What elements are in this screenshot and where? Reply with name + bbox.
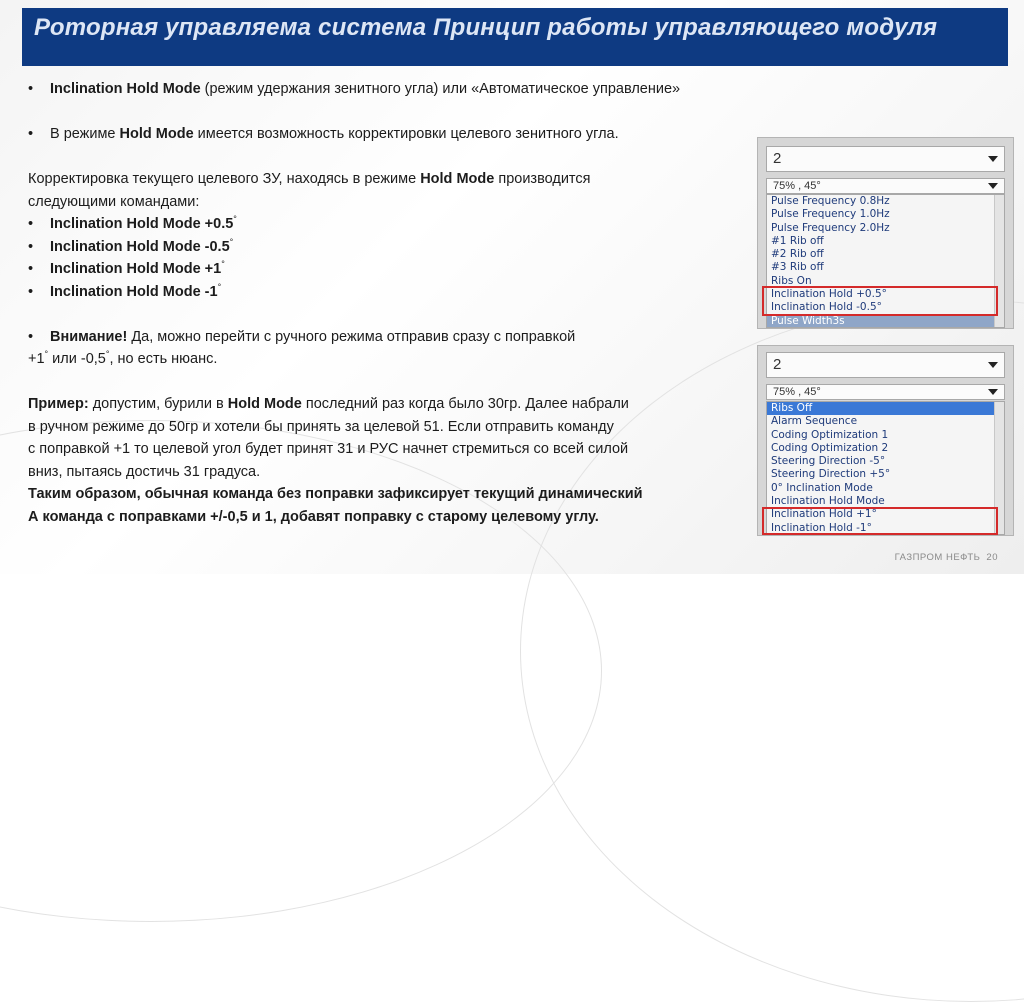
text: (режим удержания зенитного угла) или «Автоматическое управление» — [200, 81, 681, 97]
chevron-down-icon[interactable] — [988, 156, 998, 162]
highlight-box — [762, 507, 998, 535]
paragraph-line — [28, 168, 758, 191]
command-item — [28, 281, 758, 304]
bullet-line — [28, 123, 758, 146]
list-item[interactable]: Steering Direction -5° — [771, 455, 886, 468]
command-text: Inclination Hold Mode -1 — [50, 283, 218, 300]
degree-sign: ° — [221, 259, 225, 270]
command-item — [28, 213, 758, 236]
list-item[interactable]: #1 Rib off — [771, 234, 824, 247]
bullet: • — [28, 261, 34, 277]
list-item[interactable]: 0° Inclination Mode — [771, 481, 873, 494]
conclusion-line — [28, 506, 758, 529]
list-item[interactable]: Steering Direction +5° — [771, 468, 891, 481]
list-item-selected[interactable]: Pulse Width3s — [767, 315, 1004, 328]
company-name: ГАЗПРОМ НЕФТЬ — [894, 552, 981, 563]
conclusion-text: Таким образом, обычная команда без поправки зафиксирует текущий динамический — [28, 486, 643, 502]
example-line: с поправкой +1 то целевой угол будет принят 31 и РУС начнет стремиться со всей силой — [28, 441, 629, 457]
spacer — [28, 371, 758, 394]
text: , но есть нюанс. — [109, 351, 218, 367]
paragraph-line: следующими командами: — [28, 193, 200, 210]
example-line — [28, 393, 758, 416]
list-item[interactable]: Coding Optimization 1 — [771, 428, 889, 441]
chevron-down-icon[interactable] — [988, 389, 998, 395]
mode-name: Hold Mode — [420, 171, 495, 187]
list-item[interactable]: Inclination Hold +0.5° — [771, 288, 887, 301]
list-item[interactable]: Pulse Frequency 0.8Hz — [771, 195, 890, 207]
degree-sign: ° — [217, 281, 222, 292]
setting-select-value: 75% , 45° — [773, 180, 821, 192]
command-menu-screenshot-2 — [757, 345, 1014, 536]
command-item — [28, 236, 758, 259]
text: Да, можно перейти с ручного режима отправив сразу с поправкой — [127, 328, 576, 345]
slide-header — [22, 8, 1008, 66]
bullet: • — [28, 216, 34, 232]
text: производится — [494, 171, 591, 187]
example-line: в ручном режиме до 50гр и хотели бы принять за целевой 51. Если отправить команду — [28, 418, 614, 435]
spacer — [28, 146, 758, 169]
slide-footer — [889, 552, 998, 563]
warning-line — [28, 348, 758, 371]
slide-content — [28, 78, 758, 528]
bullet-line — [28, 78, 758, 101]
bullet: • — [28, 126, 34, 142]
chevron-down-icon[interactable] — [988, 362, 998, 368]
conclusion-line — [28, 483, 758, 506]
mode-name: Hold Mode — [227, 396, 302, 412]
command-text: Inclination Hold Mode +0.5 — [50, 216, 234, 232]
example-label: Пример: — [28, 396, 89, 412]
chevron-down-icon[interactable] — [988, 183, 998, 189]
setting-select[interactable] — [766, 384, 1005, 400]
degree-sign: ° — [233, 214, 237, 225]
mode-name: Inclination Hold Mode — [50, 81, 201, 97]
text: или -0,5 — [48, 351, 106, 367]
list-item[interactable]: Inclination Hold Mode — [771, 495, 885, 508]
command-text: Inclination Hold Mode +1 — [50, 261, 222, 277]
degree-sign: ° — [105, 349, 110, 360]
list-item[interactable]: Coding Optimization 2 — [771, 441, 889, 454]
bullet: • — [28, 81, 34, 97]
spacer — [28, 101, 758, 124]
list-item[interactable]: Alarm Sequence — [771, 415, 858, 428]
text: допустим, бурили в — [88, 396, 228, 412]
list-item[interactable]: #2 Rib off — [771, 248, 824, 261]
text: Корректировка текущего целевого ЗУ, находясь в режиме — [28, 171, 421, 187]
device-select[interactable] — [766, 146, 1005, 172]
warning-line — [28, 326, 758, 349]
slide-title: Роторная управляема система Принцип работы управляющего модуля — [34, 14, 938, 41]
text: имеется возможность корректировки целевого зенитного угла. — [193, 126, 619, 142]
list-item[interactable]: Pulse Frequency 1.0Hz — [771, 208, 890, 221]
bullet: • — [28, 283, 34, 300]
bullet: • — [28, 238, 34, 255]
command-text: Inclination Hold Mode -0.5 — [50, 238, 230, 255]
device-select-value: 2 — [773, 150, 782, 167]
example-line: вниз, пытаясь достичь 31 градуса. — [28, 463, 261, 480]
device-select[interactable] — [766, 352, 1005, 378]
mode-name: Hold Mode — [119, 126, 194, 142]
degree-sign: ° — [229, 236, 234, 247]
list-item[interactable]: #3 Rib off — [771, 261, 824, 274]
list-item[interactable]: Ribs On — [771, 274, 812, 287]
text: В режиме — [50, 126, 120, 142]
list-item-selected[interactable]: Ribs Off — [767, 402, 1004, 415]
text: последний раз когда было 30гр. Далее набрали — [301, 396, 629, 412]
device-select-value: 2 — [773, 356, 782, 373]
setting-select[interactable] — [766, 178, 1005, 194]
setting-select-value: 75% , 45° — [773, 386, 821, 398]
conclusion-text: А команда с поправками +/-0,5 и 1, добавят поправку с старому целевому углу. — [28, 508, 599, 525]
list-item[interactable]: Pulse Frequency 2.0Hz — [771, 221, 890, 234]
highlight-box — [762, 286, 998, 316]
page-number: 20 — [986, 552, 998, 563]
warning-label: Внимание! — [50, 328, 128, 345]
command-item — [28, 258, 758, 281]
text: +1 — [28, 351, 45, 367]
list-item[interactable]: Inclination Hold -1° — [771, 521, 872, 534]
bullet: • — [28, 328, 34, 345]
spacer — [28, 303, 758, 326]
command-menu-screenshot-1 — [757, 137, 1014, 329]
list-item[interactable]: Inclination Hold -0.5° — [771, 301, 882, 314]
degree-sign: ° — [44, 349, 49, 360]
list-item[interactable]: Inclination Hold +1° — [771, 508, 877, 521]
